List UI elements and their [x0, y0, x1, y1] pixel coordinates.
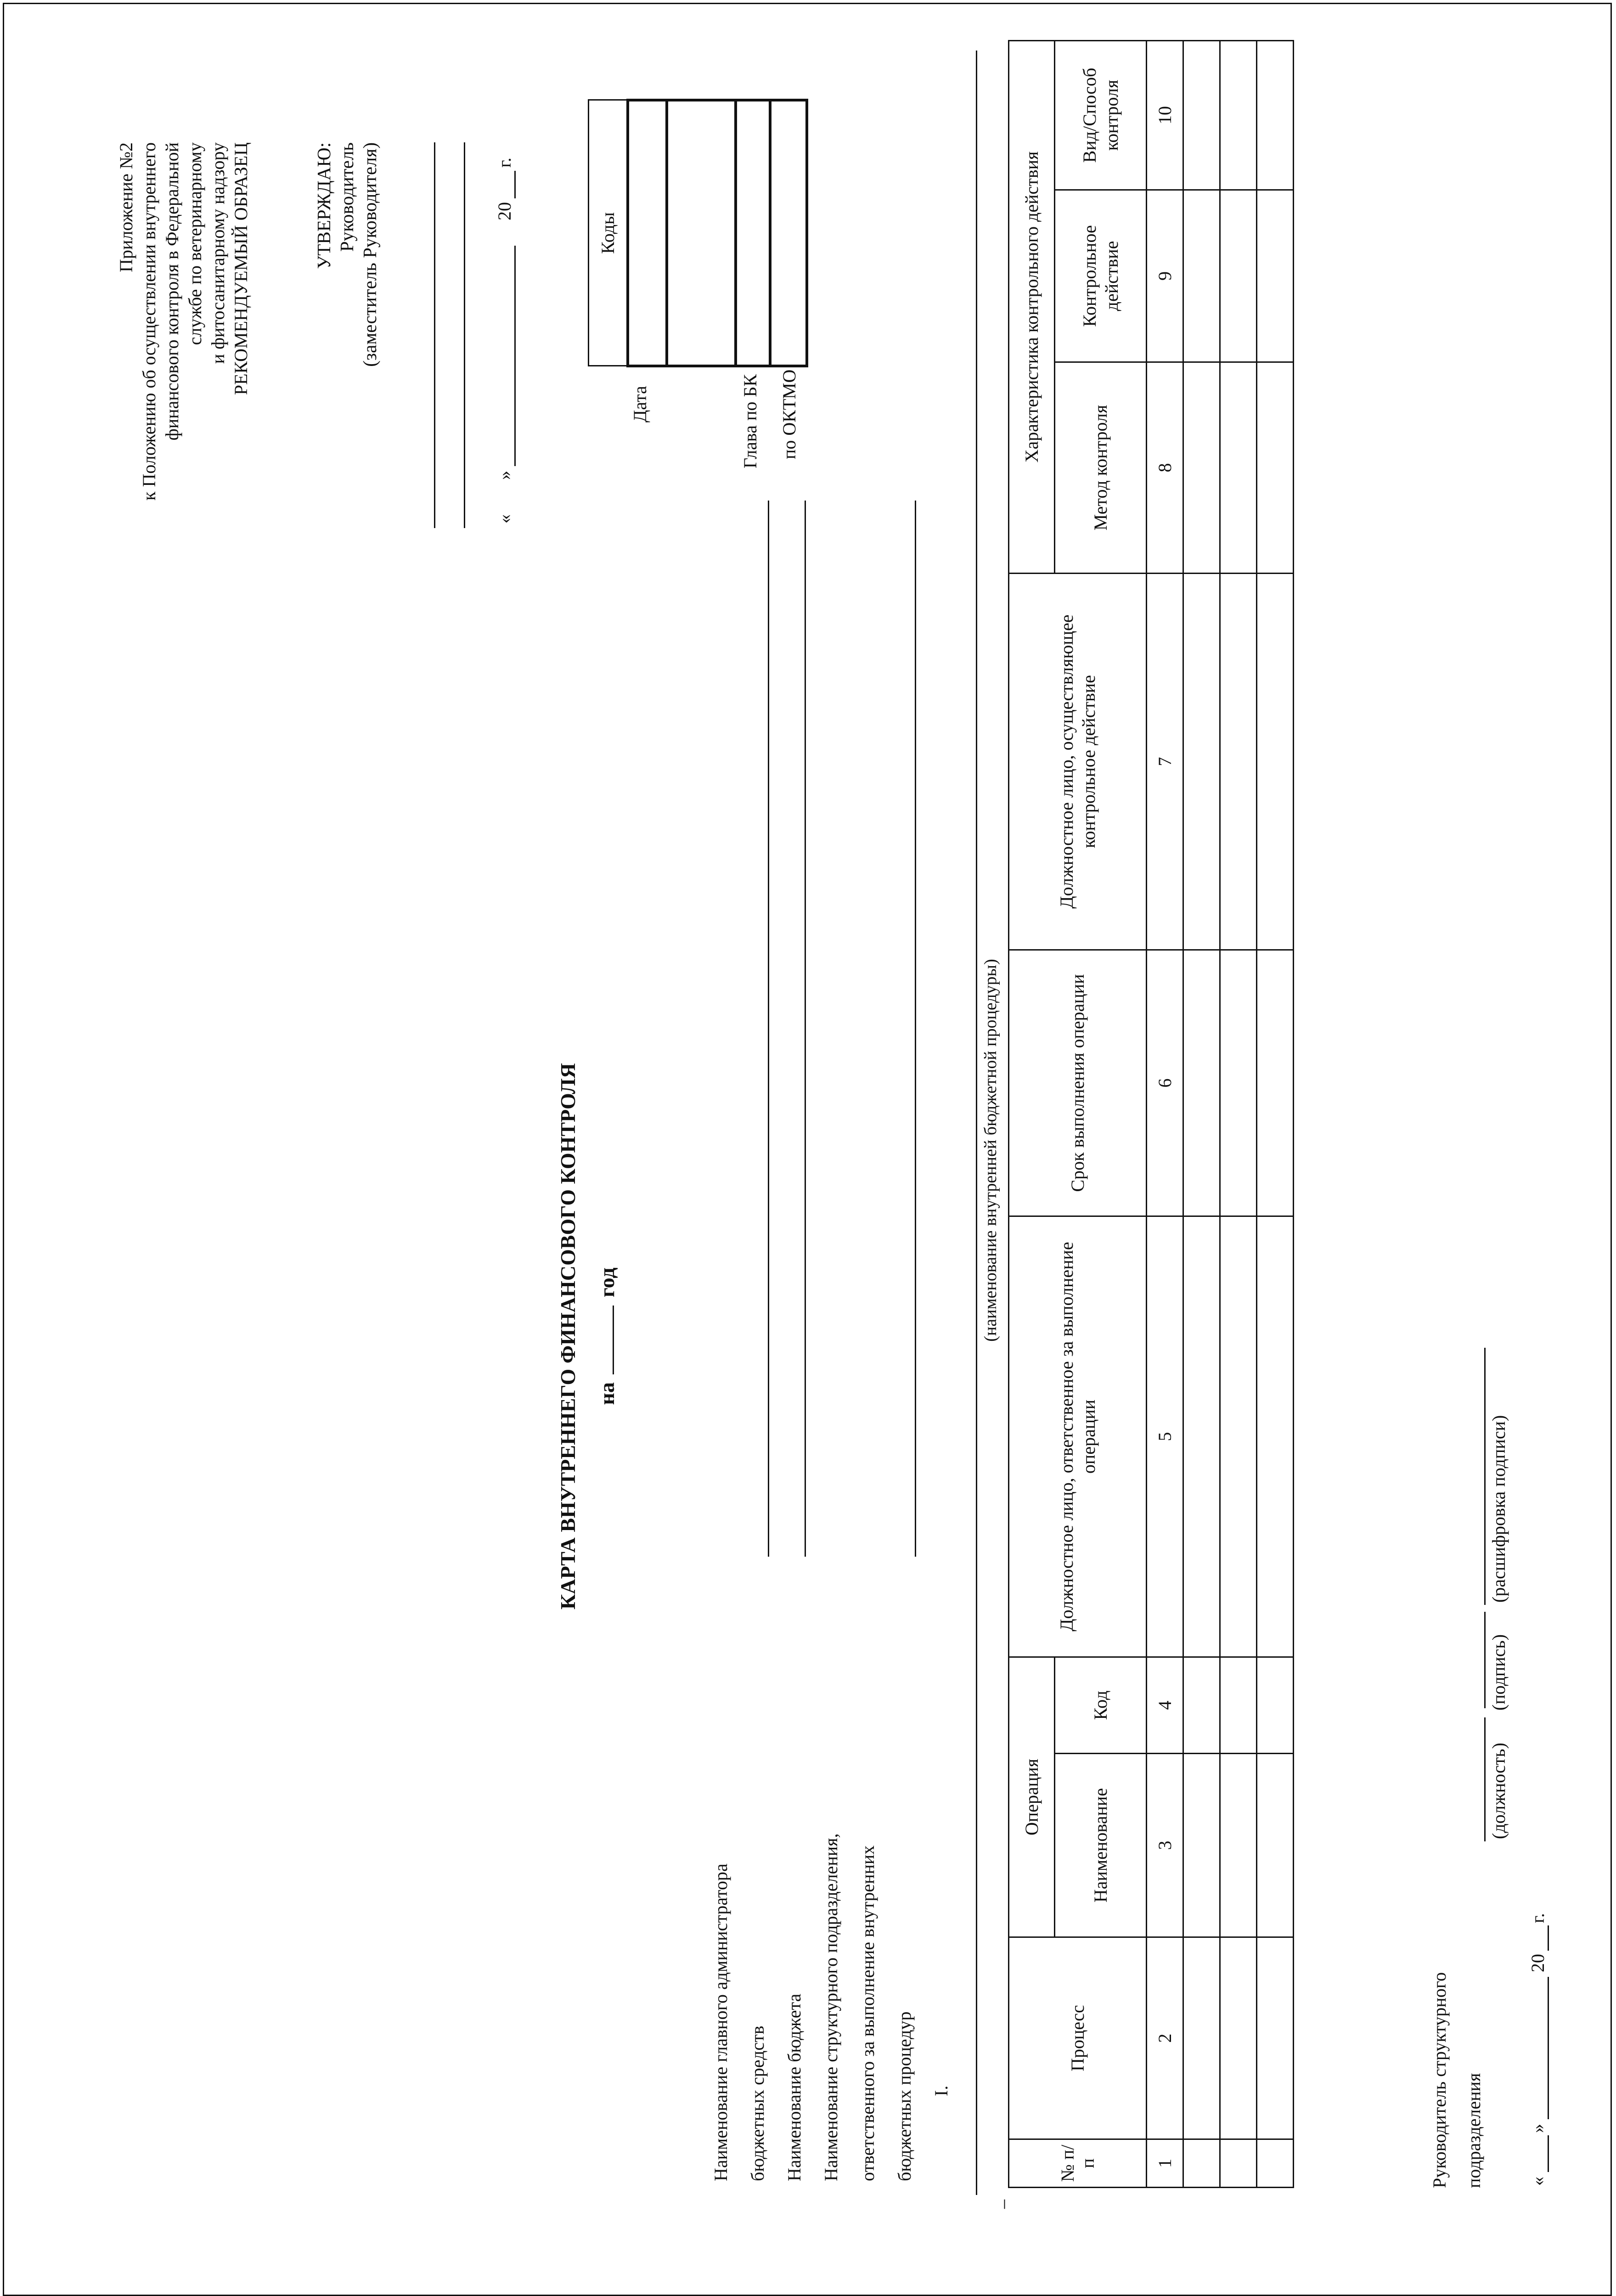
approval-block [312, 142, 381, 556]
document-title: КАРТА ВНУТРЕННЕГО ФИНАНСОВОГО КОНТРОЛЯ [556, 1063, 580, 1609]
table-cell[interactable] [1220, 190, 1257, 362]
approval-month-line [514, 246, 516, 466]
footer-signature-caption: (подпись) [1488, 1634, 1509, 1711]
table-cell[interactable] [1183, 1657, 1220, 1753]
table-cell[interactable] [1220, 362, 1257, 573]
table-cell[interactable] [1257, 2139, 1294, 2188]
table-cell[interactable] [1183, 1754, 1220, 1937]
approval-year-suffix: г. [494, 158, 515, 168]
title-for: на [595, 1382, 619, 1405]
table-cell[interactable] [1220, 950, 1257, 1216]
footer-head-label-2: подразделения [1464, 2073, 1484, 2188]
control-map-table [1008, 40, 1294, 2188]
footer-decode-line [1484, 1348, 1486, 1605]
table-cell[interactable] [1257, 1657, 1294, 1753]
table-cell[interactable] [1183, 1216, 1220, 1657]
table-cell[interactable] [1257, 573, 1294, 950]
table-cell[interactable] [1257, 1937, 1294, 2139]
footer-date-open: « [1527, 2177, 1548, 2186]
header-control-group: Характеристика контрольного действия [1009, 40, 1055, 573]
header-num: № п/п [1009, 2139, 1147, 2188]
column-number: 9 [1147, 190, 1183, 362]
header-op-code: Код [1055, 1657, 1147, 1753]
approval-date-close: » [494, 471, 515, 480]
unit-label-1: Наименование структурного подразделения, [821, 1833, 841, 2181]
table-cell[interactable] [1257, 362, 1294, 573]
footer-year-line [1548, 1925, 1549, 1951]
admin-label-2: бюджетных средств [747, 2026, 768, 2181]
table-cell[interactable] [1257, 1754, 1294, 1937]
footer-month-line [1548, 1977, 1549, 2119]
column-number: 8 [1147, 362, 1183, 573]
approval-label: УТВЕРЖДАЮ: [313, 142, 334, 269]
footer-date-close: » [1527, 2124, 1548, 2133]
footer-position-caption: (должность) [1488, 1743, 1509, 1839]
table-cell[interactable] [1220, 573, 1257, 950]
appendix-line-1: к Положению об осуществлении внутреннего [139, 142, 159, 501]
column-number: 3 [1147, 1754, 1183, 1937]
header-method: Метод контроля [1055, 362, 1147, 573]
table-cell[interactable] [1220, 2139, 1257, 2188]
table-cell[interactable] [1183, 362, 1220, 573]
column-number: 2 [1147, 1937, 1183, 2139]
codes-oktmo-cell [736, 100, 770, 366]
approval-date-open: « [494, 514, 515, 523]
budget-label: Наименование бюджета [784, 1993, 805, 2181]
table-cell[interactable] [1183, 950, 1220, 1216]
codes-header: Коды [589, 100, 628, 366]
procedure-caption: (наименование внутренней бюджетной процедуры) [981, 959, 1000, 1342]
unit-label-3: бюджетных процедур [894, 2011, 915, 2181]
title-year-blank [613, 1306, 614, 1374]
codes-bk-cell [667, 100, 736, 366]
admin-value-line [768, 501, 769, 1557]
approval-name-line [464, 142, 465, 528]
procedure-name-line [976, 51, 977, 2195]
unit-value-line [915, 501, 916, 1557]
header-controller: Должностное лицо, осуществляющее контрольное действие [1009, 573, 1147, 950]
header-process: Процесс [1009, 1937, 1147, 2139]
table-cell[interactable] [1257, 40, 1294, 190]
table-cell[interactable] [1257, 950, 1294, 1216]
approval-head: Руководитель [336, 142, 357, 252]
footer-decode-caption: (расшифровка подписи) [1488, 1415, 1509, 1603]
table-cell[interactable] [1257, 190, 1294, 362]
header-op-name: Наименование [1055, 1754, 1147, 1937]
header-responsible: Должностное лицо, ответственное за выполнение операции [1009, 1216, 1147, 1657]
column-number: 6 [1147, 950, 1183, 1216]
table-cell[interactable] [1220, 1216, 1257, 1657]
table-row [1183, 40, 1220, 2187]
header-operation: Операция [1009, 1657, 1055, 1937]
footer-head-label-1: Руководитель структурного [1429, 1972, 1450, 2188]
table-row [1220, 40, 1257, 2187]
title-year: год [595, 1267, 619, 1298]
table-row [1257, 40, 1294, 2187]
column-number-row [1147, 40, 1183, 2187]
table-cell[interactable] [1257, 1216, 1294, 1657]
column-number: 10 [1147, 40, 1183, 190]
sample-mark: РЕКОМЕНДУЕМЫЙ ОБРАЗЕЦ [231, 142, 251, 395]
budget-value-line [805, 501, 806, 1557]
footer-day-line [1548, 2135, 1549, 2172]
header-deadline: Срок выполнения операции [1009, 950, 1147, 1216]
approval-year-line [514, 171, 516, 198]
section-number: I. [931, 2085, 952, 2096]
codes-date-label: Дата [630, 386, 650, 422]
column-number: 5 [1147, 1216, 1183, 1657]
footer-position-line [1484, 1717, 1486, 1841]
codes-table [588, 99, 808, 367]
procedure-dash: – [992, 2200, 1013, 2209]
appendix-line-2: финансового контроля в Федеральной [162, 142, 182, 441]
table-cell[interactable] [1183, 40, 1220, 190]
approval-signature-line [434, 142, 435, 528]
table-cell[interactable] [1220, 40, 1257, 190]
approval-year-prefix: 20 [494, 202, 515, 220]
document-subtitle [595, 372, 619, 2296]
header-type: Вид/Способ контроля [1055, 40, 1147, 190]
column-number: 4 [1147, 1657, 1183, 1753]
table-cell[interactable] [1183, 573, 1220, 950]
column-number: 1 [1147, 2139, 1183, 2188]
table-cell[interactable] [1183, 190, 1220, 362]
footer-year-prefix: 20 [1527, 1954, 1548, 1972]
unit-label-2: ответственного за выполнение внутренних [857, 1845, 878, 2181]
table-cell[interactable] [1220, 1657, 1257, 1753]
codes-oktmo-label: по ОКТМО [779, 369, 800, 459]
header-action: Контрольное действие [1055, 190, 1147, 362]
admin-label-1: Наименование главного администратора [710, 1863, 731, 2181]
appendix-line-3: службе по ветеринарному [185, 142, 205, 345]
codes-bk-label: Глава по БК [740, 374, 760, 468]
table-cell[interactable] [1220, 1937, 1257, 2139]
column-number: 7 [1147, 573, 1183, 950]
table-cell[interactable] [1183, 2139, 1220, 2188]
footer-signature-line [1484, 1612, 1486, 1708]
codes-extra-cell [770, 100, 807, 366]
appendix-line-4: и фитосанитарному надзору [208, 142, 228, 364]
appendix-number: Приложение №2 [116, 142, 136, 272]
table-cell[interactable] [1220, 1754, 1257, 1937]
codes-date-cell [628, 100, 667, 366]
table-cell[interactable] [1183, 1937, 1220, 2139]
appendix-header [115, 142, 253, 647]
footer-year-suffix: г. [1527, 1913, 1548, 1923]
approval-deputy: (заместитель Руководителя) [359, 142, 380, 367]
